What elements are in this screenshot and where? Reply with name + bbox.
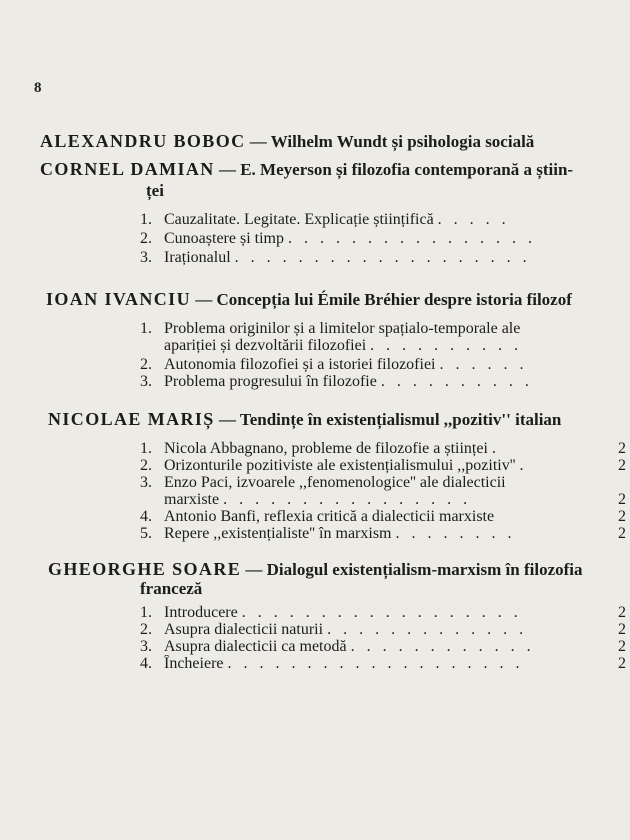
list-item-continuation	[164, 491, 612, 508]
item-number: 4.	[140, 508, 152, 525]
page-ref: 2	[618, 655, 626, 672]
page-ref: 2	[618, 440, 626, 457]
page-ref: 2	[618, 604, 626, 621]
item-text: Enzo Paci, izvoarele ,,fenomenologice'' ale dialecticii	[164, 474, 506, 491]
leader-dots: . . . . . . . . . . . . . . . . . . .	[227, 655, 524, 672]
page-number: 8	[34, 80, 42, 96]
item-number: 3.	[140, 373, 152, 390]
item-text: Antonio Banfi, reflexia critică a dialecticii marxiste	[164, 508, 495, 525]
page-ref: 2	[618, 457, 626, 474]
list-item	[140, 249, 531, 266]
item-number: 2.	[140, 356, 152, 373]
entry-title: — E. Meyerson și filozofia contemporană a știin-	[218, 160, 574, 179]
item-text: Problema progresului în filozofie	[164, 373, 377, 390]
item-number: 1.	[140, 320, 152, 337]
entry-author: NICOLAE MARIȘ	[48, 409, 215, 429]
leader-dots: . . . . . . . .	[395, 525, 516, 542]
entry-title: — Wilhelm Wundt și psihologia socială	[249, 132, 535, 151]
list-item	[140, 638, 612, 655]
item-number: 1.	[140, 604, 152, 621]
entry-author: ALEXANDRU BOBOC	[40, 131, 246, 151]
leader-dots: . . . . . . . . . . . . . . . .	[223, 491, 472, 508]
leader-dots: . . . . . . . . . .	[370, 337, 523, 354]
toc-entry-maris	[48, 410, 561, 429]
list-item	[140, 211, 510, 228]
item-number: 1.	[140, 440, 152, 457]
item-text: marxiste	[164, 491, 220, 508]
leader-dots: . . . . .	[437, 211, 510, 228]
leader-dots: . . . . . . . . . . . . . . . . . . .	[234, 249, 531, 266]
item-text: apariției și dezvoltării filozofiei	[164, 337, 367, 354]
item-text: Orizonturile pozitiviste ale existențialismului ,,pozitiv''	[164, 457, 516, 474]
item-text: Cunoaștere și timp	[164, 230, 284, 247]
item-text: Nicola Abbagnano, probleme de filozofie a științei	[164, 440, 488, 457]
page-ref: 2	[618, 508, 626, 525]
item-text: Cauzalitate. Legitate. Explicație științifică	[164, 211, 434, 228]
list-item-continuation	[164, 337, 522, 354]
item-number: 3.	[140, 249, 152, 266]
item-number: 2.	[140, 457, 152, 474]
list-item	[140, 457, 612, 474]
item-number: 1.	[140, 211, 152, 228]
list-item	[140, 621, 612, 638]
entry-title: — Tendințe în existențialismul ,,pozitiv'' italian	[218, 410, 562, 429]
list-item	[140, 655, 612, 672]
item-number: 4.	[140, 655, 152, 672]
entry-title-continuation: ței	[146, 181, 164, 200]
entry-author: IOAN IVANCIU	[46, 290, 191, 309]
toc-entry-damian	[40, 160, 573, 179]
item-text: Introducere	[164, 604, 238, 621]
leader-dots: . . . . . . . . . . . . . . . .	[287, 230, 536, 247]
item-text: Iraționalul	[164, 249, 231, 266]
leader-dots: .	[491, 440, 500, 457]
item-number: 2.	[140, 230, 152, 247]
leader-dots: .	[519, 457, 528, 474]
item-text: Repere ,,existențialiste'' în marxism	[164, 525, 392, 542]
item-text: Încheiere	[164, 655, 224, 672]
page-ref: 2	[618, 525, 626, 542]
list-item	[140, 604, 612, 621]
item-number: 5.	[140, 525, 152, 542]
toc-entry-boboc	[40, 132, 534, 151]
list-item	[140, 440, 612, 457]
page-ref: 2	[618, 621, 626, 638]
list-item	[140, 508, 612, 525]
list-item	[140, 474, 612, 491]
page-ref: 2	[618, 491, 626, 508]
entry-title: — Dialogul existențialism-marxism în filozofia	[245, 560, 583, 579]
entry-author: CORNEL DAMIAN	[40, 159, 215, 179]
list-item	[140, 525, 612, 542]
list-item	[140, 230, 536, 247]
leader-dots: . . . . . . . . . .	[380, 373, 533, 390]
item-number: 3.	[140, 474, 152, 491]
list-item	[140, 356, 527, 373]
item-text: Problema originilor și a limitelor spațialo-temporale ale	[164, 320, 521, 337]
list-item	[140, 373, 533, 390]
item-text: Asupra dialecticii ca metodă	[164, 638, 347, 655]
item-number: 3.	[140, 638, 152, 655]
toc-entry-soare	[48, 560, 583, 579]
item-text: Autonomia filozofiei și a istoriei filozofiei	[164, 356, 436, 373]
item-text: Asupra dialecticii naturii	[164, 621, 324, 638]
list-item	[140, 320, 630, 337]
entry-title-continuation: franceză	[140, 579, 203, 598]
page-ref: 2	[618, 638, 626, 655]
leader-dots: . . . . . . . . . . . .	[350, 638, 535, 655]
leader-dots: . . . . . . . . . . . . .	[327, 621, 528, 638]
leader-dots: . . . . . . . . . . . . . . . . . .	[241, 604, 522, 621]
entry-title: — Concepția lui Émile Bréhier despre istoria filozof	[195, 290, 572, 309]
entry-author: GHEORGHE SOARE	[48, 559, 242, 579]
toc-entry-ivanciu	[46, 290, 630, 309]
leader-dots: . . . . . .	[439, 356, 528, 373]
item-number: 2.	[140, 621, 152, 638]
